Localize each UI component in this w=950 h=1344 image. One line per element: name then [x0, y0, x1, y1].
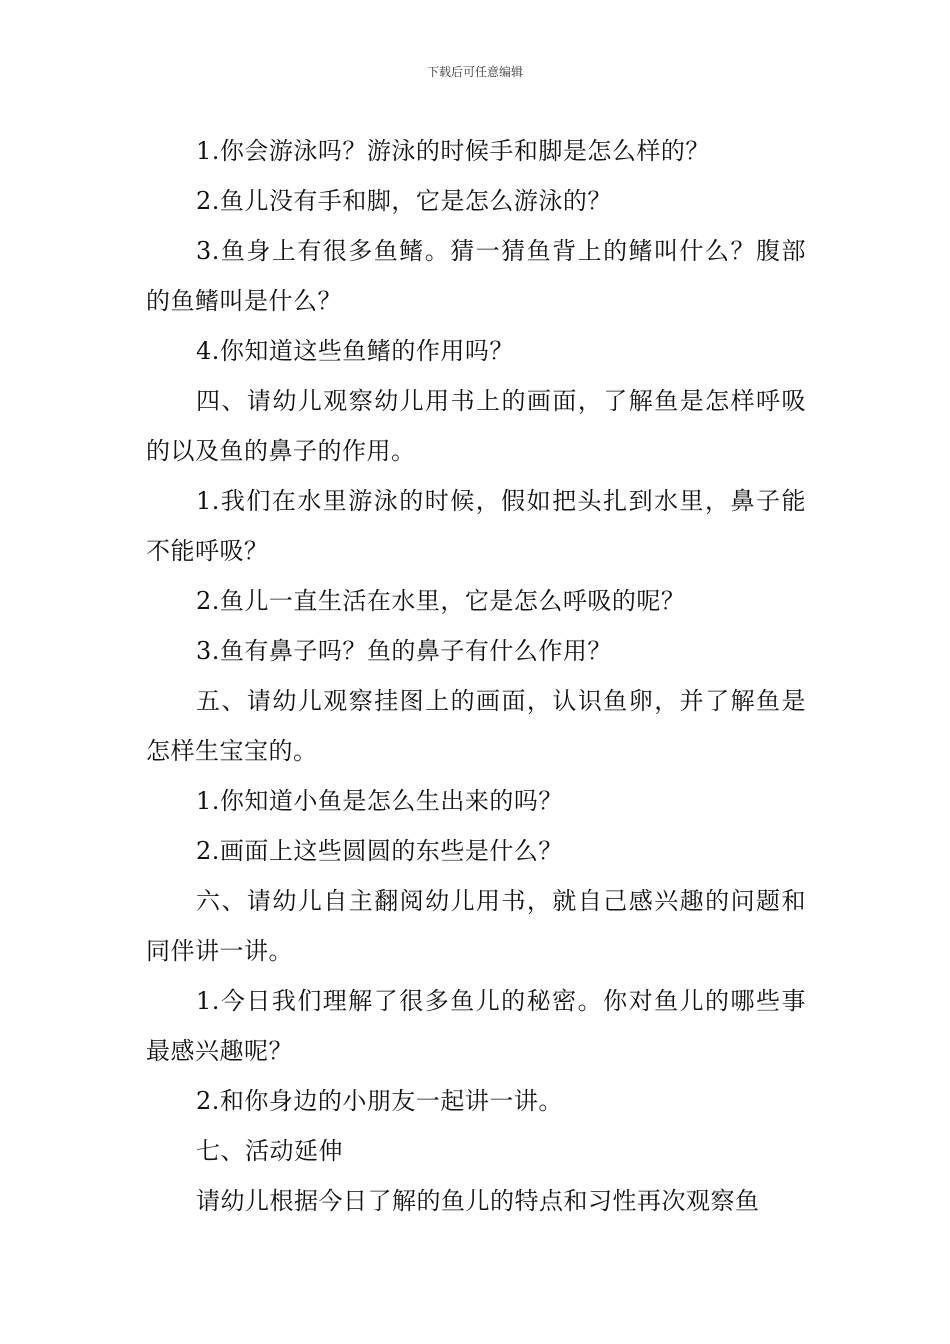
paragraph-question-1: 1.你会游泳吗？游泳的时候手和脚是怎么样的？ — [196, 137, 710, 165]
document-body — [146, 126, 806, 1226]
paragraph-section-4: 四、请幼儿观察幼儿用书上的画面，了解鱼是怎样呼吸的以及鱼的鼻子的作用。 — [146, 387, 806, 465]
paragraph-extension-text: 请幼儿根据今日了解的鱼儿的特点和习性再次观察鱼 — [196, 1187, 760, 1215]
paragraph-question-2: 2.画面上这些圆圆的东些是什么？ — [196, 837, 563, 865]
paragraph-question-2: 2.和你身边的小朋友一起讲一讲。 — [196, 1087, 563, 1115]
paragraph-question-1: 1.我们在水里游泳的时候，假如把头扎到水里，鼻子能不能呼吸？ — [146, 487, 806, 565]
paragraph-question-2: 2.鱼儿一直生活在水里，它是怎么呼吸的呢？ — [196, 587, 686, 615]
paragraph-section-5: 五、请幼儿观察挂图上的画面，认识鱼卵，并了解鱼是怎样生宝宝的。 — [146, 687, 806, 765]
page-header: 下载后可任意编辑 — [426, 65, 523, 79]
paragraph-section-7-heading: 七、活动延伸 — [196, 1137, 343, 1165]
paragraph-question-3: 3.鱼身上有很多鱼鳍。猜一猜鱼背上的鳍叫什么？腹部的鱼鳍叫是什么？ — [146, 237, 806, 315]
paragraph-question-1: 1.今日我们理解了很多鱼儿的秘密。你对鱼儿的哪些事最感兴趣呢？ — [146, 987, 806, 1065]
paragraph-section-6: 六、请幼儿自主翻阅幼儿用书，就自己感兴趣的问题和同伴讲一讲。 — [146, 887, 806, 965]
paragraph-question-4: 4.你知道这些鱼鳍的作用吗？ — [196, 337, 514, 365]
paragraph-question-1: 1.你知道小鱼是怎么生出来的吗？ — [196, 787, 563, 815]
paragraph-question-2: 2.鱼儿没有手和脚，它是怎么游泳的？ — [196, 187, 612, 215]
paragraph-question-3: 3.鱼有鼻子吗？鱼的鼻子有什么作用？ — [196, 637, 612, 665]
